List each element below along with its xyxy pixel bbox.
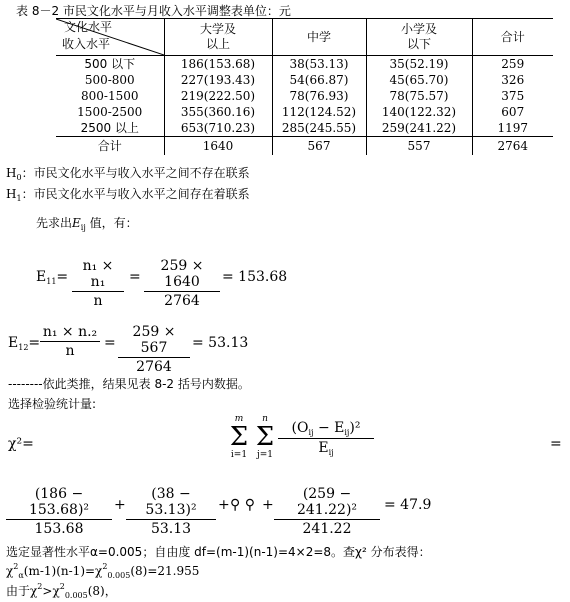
term-3-fraction: (259 − 241.22)² 241.22	[274, 486, 380, 537]
sum-i: m Σ i=1	[229, 414, 249, 460]
table-row: 500-800 227(193.43) 54(66.87) 45(65.70) 326	[56, 72, 553, 88]
plus-1: +	[114, 497, 126, 513]
col-header-university: 大学及 以上	[164, 19, 272, 56]
e12-equals: =	[104, 335, 116, 351]
col-header-total: 合计	[472, 19, 553, 56]
e12-lhs: $E_{12}=$	[8, 335, 41, 352]
choose-statistic-heading: 选择检验统计量:	[8, 397, 97, 411]
expansion-result: = 47.9	[384, 497, 432, 513]
e11-equals: =	[129, 269, 141, 285]
table-row: 2500 以上 653(710.23) 285(245.55) 259(241.22) 1197	[56, 120, 553, 137]
corner-bottom-label: 收入水平	[62, 37, 111, 51]
e12-fraction-2: 259 × 567 2764	[118, 324, 190, 375]
table-total-row: 合计 1640 567 557 2764	[56, 137, 553, 156]
chi-square-lhs: χ²=	[8, 436, 34, 452]
corner-top-label: 文化水平	[64, 20, 113, 34]
analogy-note: --------依此类推，结果见表 8-2 括号内数据。	[8, 377, 250, 391]
chi-square-trailing-equals: =	[550, 436, 562, 452]
plus-2: +	[218, 497, 230, 513]
table-row: 1500-2500 355(360.16) 112(124.52) 140(122.32) 607	[56, 104, 553, 120]
e11-fraction-2: 259 × 1640 2764	[144, 258, 220, 309]
term-2-fraction: (38 − 53.13)² 53.13	[126, 486, 216, 537]
corner-header-cell	[56, 19, 164, 56]
e12-fraction-1: n₁ × n.₂ n	[40, 324, 100, 359]
hypothesis-h1: $H_1$：市民文化水平与收入水平之间存在着联系	[6, 187, 250, 203]
step-compute-eij: 先求出$E_{ij}$ 值，有：	[36, 216, 138, 232]
table-row: 800-1500 219(222.50) 78(76.93) 78(75.57) 375	[56, 88, 553, 104]
conclusion-text: 由于$\chi^2>\chi^2_{0.005}(8)$，	[6, 582, 117, 600]
plus-3: +	[262, 497, 274, 513]
term-1-fraction: (186 − 153.68)² 153.68	[6, 486, 112, 537]
e11-result: = 153.68	[222, 269, 288, 285]
e11-lhs: $E_{11}=$	[36, 269, 69, 286]
e12-result: = 53.13	[192, 335, 249, 351]
table-header-row	[56, 19, 553, 56]
chi-square-fraction: $(O_{ij} - E_{ij})^2$ $E_{ij}$	[278, 420, 374, 457]
significance-level-text: 选定显著性水平α=0.005；自由度 df=(m-1)(n-1)=4×2=8。查χ² 分布表得：	[6, 545, 431, 559]
col-header-middle-school: 中学	[272, 19, 366, 56]
sum-j: n Σ j=1	[255, 414, 275, 460]
table-title: 表 8－2 市民文化水平与月收入水平调整表单位：元	[16, 4, 291, 18]
data-table	[56, 18, 553, 155]
chi-critical-value: $\chi^2_\alpha(m-1)(n-1)=\chi^2_{0.005}(8)=21.955$	[6, 562, 200, 580]
hypothesis-h0: $H_0$：市民文化水平与收入水平之间不存在联系	[6, 166, 250, 182]
ellipsis-symbols: ⚲ ⚲	[230, 497, 255, 513]
col-header-primary: 小学及 以下	[366, 19, 472, 56]
table-row: 500 以下 186(153.68) 38(53.13) 35(52.19) 259	[56, 56, 553, 73]
e11-fraction-1: n₁ × n₁ n	[72, 258, 124, 309]
